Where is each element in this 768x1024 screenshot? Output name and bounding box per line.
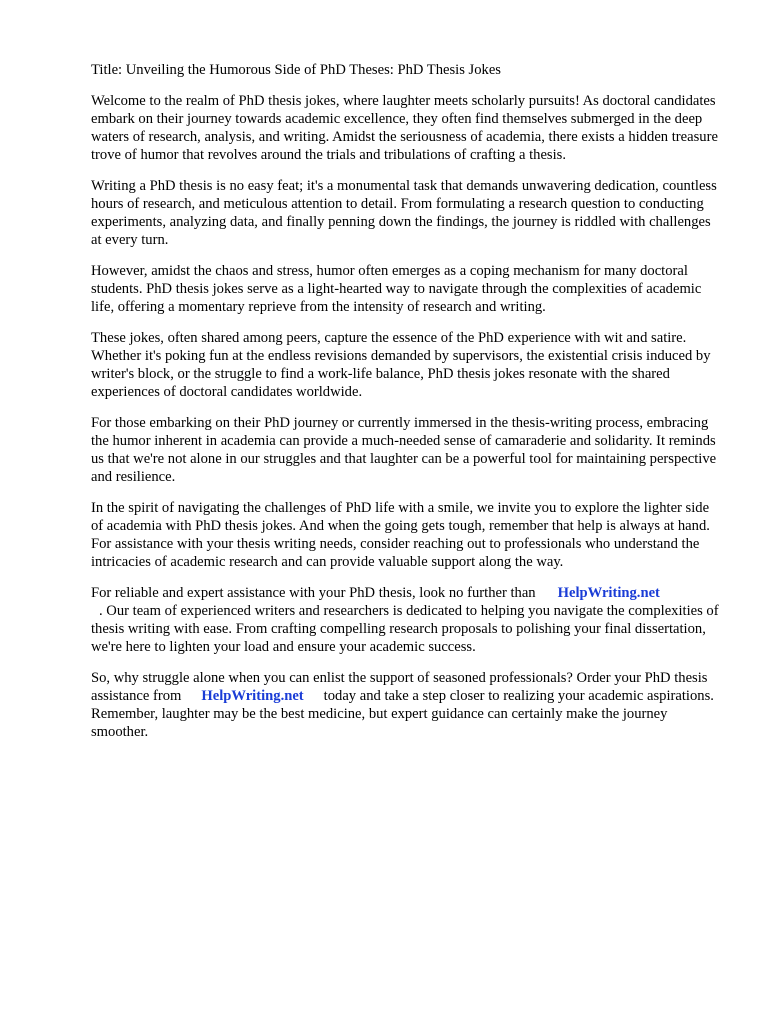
paragraph-order-before: So, why struggle alone when you can enlist the support of seasoned professionals? Order your PhD thesis assistance from [91, 670, 708, 704]
paragraph-writing: Writing a PhD thesis is no easy feat; it's a monumental task that demands unwavering dedication, countless hours of research, and meticulous attention to detail. From formulating a research question to conducting experiments, analyzing data, and finally penning down the findings, the journey is riddled with challenges at every turn. [91, 178, 717, 248]
document-page [91, 61, 721, 754]
paragraph-assistance [91, 584, 721, 656]
paragraph-humor: However, amidst the chaos and stress, humor often emerges as a coping mechanism for many doctoral students. PhD thesis jokes serve as a light-hearted way to navigate through the complexities of academic life, offering a momentary reprieve from the intensity of research and writing. [91, 263, 702, 315]
paragraph-assistance-before: For reliable and expert assistance with your PhD thesis, look no further than [91, 585, 536, 601]
helpwriting-link-order[interactable]: HelpWriting.net [201, 688, 304, 704]
paragraph-order-after: today and take a step closer to realizing your academic aspirations. Remember, laughter may be the best medicine, but expert guidance can certainly make the journey smoother. [91, 688, 714, 740]
paragraph-jokes: These jokes, often shared among peers, capture the essence of the PhD experience with wit and satire. Whether it's poking fun at the endless revisions demanded by supervisors, the existential crisis induced by writer's block, or the struggle to find a work-life balance, PhD thesis jokes resonate with the shared experiences of doctoral candidates worldwide. [91, 330, 711, 400]
paragraph-intro: Welcome to the realm of PhD thesis jokes, where laughter meets scholarly pursuits! As doctoral candidates embark on their journey towards academic excellence, they often find themselves submerged in the deep waters of research, analysis, and writing. Amidst the seriousness of academia, there exists a hidden treasure trove of humor that revolves around the trials and tribulations of crafting a thesis. [91, 93, 718, 163]
paragraph-order [91, 669, 721, 741]
helpwriting-link[interactable]: HelpWriting.net [557, 585, 660, 601]
paragraph-assistance-after: . Our team of experienced writers and researchers is dedicated to helping you navigate the complexities of thesis writing with ease. From crafting compelling research proposals to polishing your final dissertation, we're here to lighten your load and ensure your academic success. [91, 603, 719, 655]
paragraph-embracing: For those embarking on their PhD journey or currently immersed in the thesis-writing process, embracing the humor inherent in academia can provide a much-needed sense of camaraderie and solidarity. It reminds us that we're not alone in our struggles and that laughter can be a powerful tool for maintaining perspective and resilience. [91, 415, 717, 485]
paragraph-spirit: In the spirit of navigating the challenges of PhD life with a smile, we invite you to explore the lighter side of academia with PhD thesis jokes. And when the going gets tough, remember that help is always at hand. For assistance with your thesis writing needs, consider reaching out to professionals who understand the intricacies of academic research and can provide valuable support along the way. [91, 500, 710, 570]
document-title: Title: Unveiling the Humorous Side of PhD Theses: PhD Thesis Jokes [91, 62, 501, 78]
